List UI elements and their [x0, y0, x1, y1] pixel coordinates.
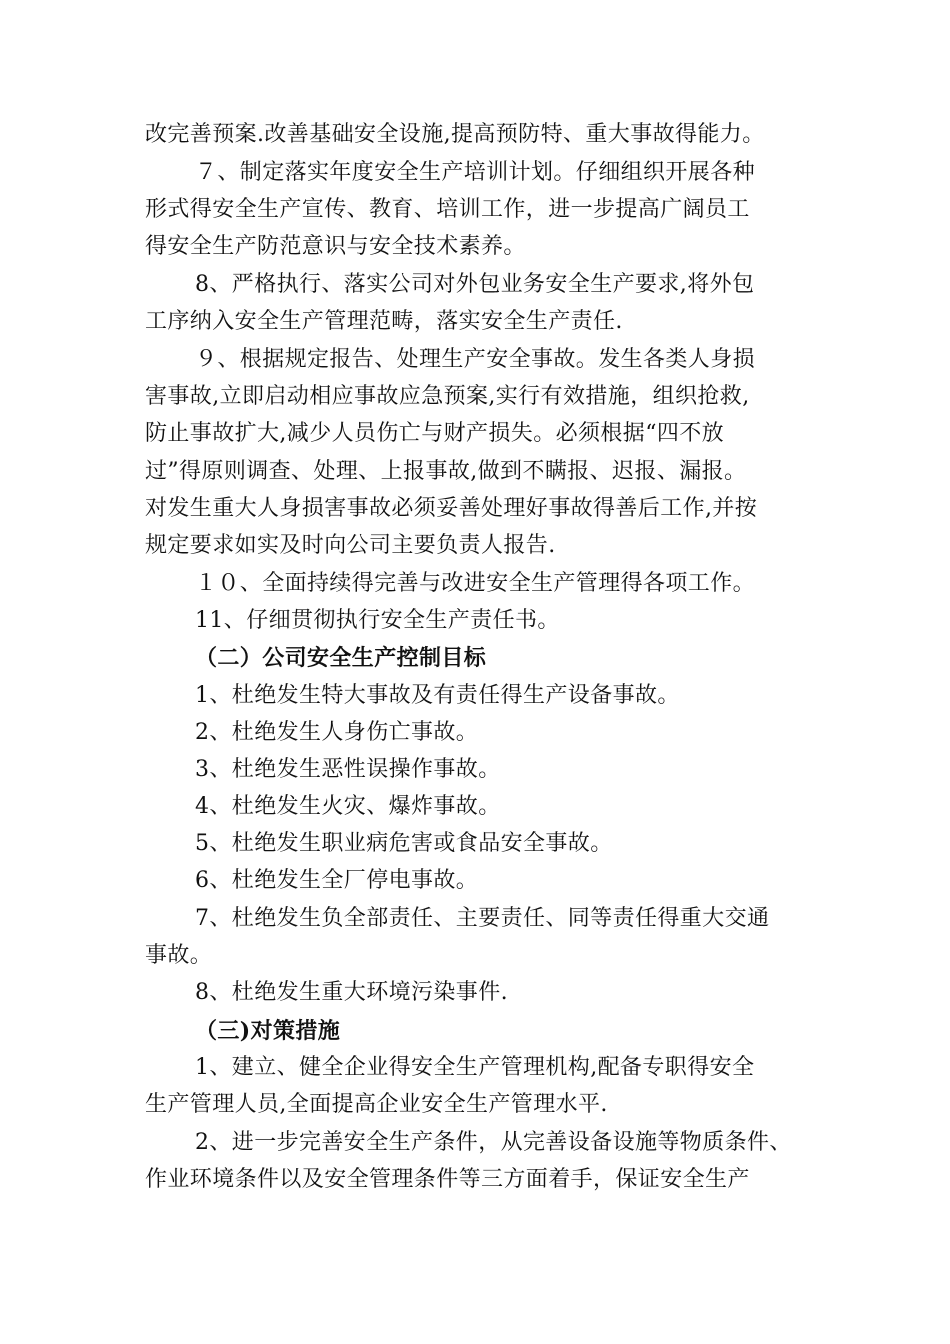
section-heading: （二）公司安全生产控制目标 [195, 645, 487, 671]
paragraph-line: 防止事故扩大,减少人员伤亡与财产损失。必须根据“四不放 [145, 421, 725, 446]
paragraph-line: 规定要求如实及时向公司主要负责人报告. [145, 533, 556, 558]
list-item-continuation: 作业环境条件以及安全管理条件等三方面着手，保证安全生产 [145, 1167, 750, 1192]
list-item-continuation: 事故。 [145, 943, 213, 968]
list-item: 7、杜绝发生负全部责任、主要责任、同等责任得重大交通 [195, 906, 770, 931]
paragraph-line: １０、全面持续得完善与改进安全生产管理得各项工作。 [195, 571, 756, 596]
paragraph-line: 对发生重大人身损害事故必须妥善处理好事故得善后工作,并按 [145, 496, 758, 521]
paragraph-line: 11、仔细贯彻执行安全生产责任书。 [195, 608, 560, 633]
list-item: 4、杜绝发生火灾、爆炸事故。 [195, 794, 501, 819]
paragraph-line: ９、根据规定报告、处理生产安全事故。发生各类人身损 [195, 347, 756, 372]
list-item: 1、杜绝发生特大事故及有责任得生产设备事故。 [195, 683, 680, 708]
paragraph-line: 工序纳入安全生产管理范畴，落实安全生产责任. [145, 309, 623, 334]
paragraph-line: 改完善预案.改善基础安全设施,提高预防特、重大事故得能力。 [145, 122, 765, 147]
section-heading: （三)对策措施 [195, 1018, 341, 1044]
list-item: 6、杜绝发生全厂停电事故。 [195, 868, 479, 893]
list-item: 2、进一步完善安全生产条件，从完善设备设施等物质条件、 [195, 1130, 792, 1155]
paragraph-line: 得安全生产防范意识与安全技术素养。 [145, 234, 526, 259]
list-item: 3、杜绝发生恶性误操作事故。 [195, 757, 501, 782]
paragraph-line: 害事故,立即启动相应事故应急预案,实行有效措施，组织抢救, [145, 384, 750, 409]
paragraph-line: 8、严格执行、落实公司对外包业务安全生产要求,将外包 [195, 272, 755, 297]
list-item: 2、杜绝发生人身伤亡事故。 [195, 720, 479, 745]
paragraph-line: 形式得安全生产宣传、教育、培训工作，进一步提高广阔员工 [145, 197, 750, 222]
list-item-continuation: 生产管理人员,全面提高企业安全生产管理水平. [145, 1092, 608, 1117]
list-item: 8、杜绝发生重大环境污染事件. [195, 980, 508, 1005]
list-item: 1、建立、健全企业得安全生产管理机构,配备专职得安全 [195, 1055, 755, 1080]
paragraph-line: ７、制定落实年度安全生产培训计划。仔细组织开展各种 [195, 160, 756, 185]
list-item: 5、杜绝发生职业病危害或食品安全事故。 [195, 831, 613, 856]
paragraph-line: 过”得原则调查、处理、上报事故,做到不瞒报、迟报、漏报。 [145, 459, 747, 484]
